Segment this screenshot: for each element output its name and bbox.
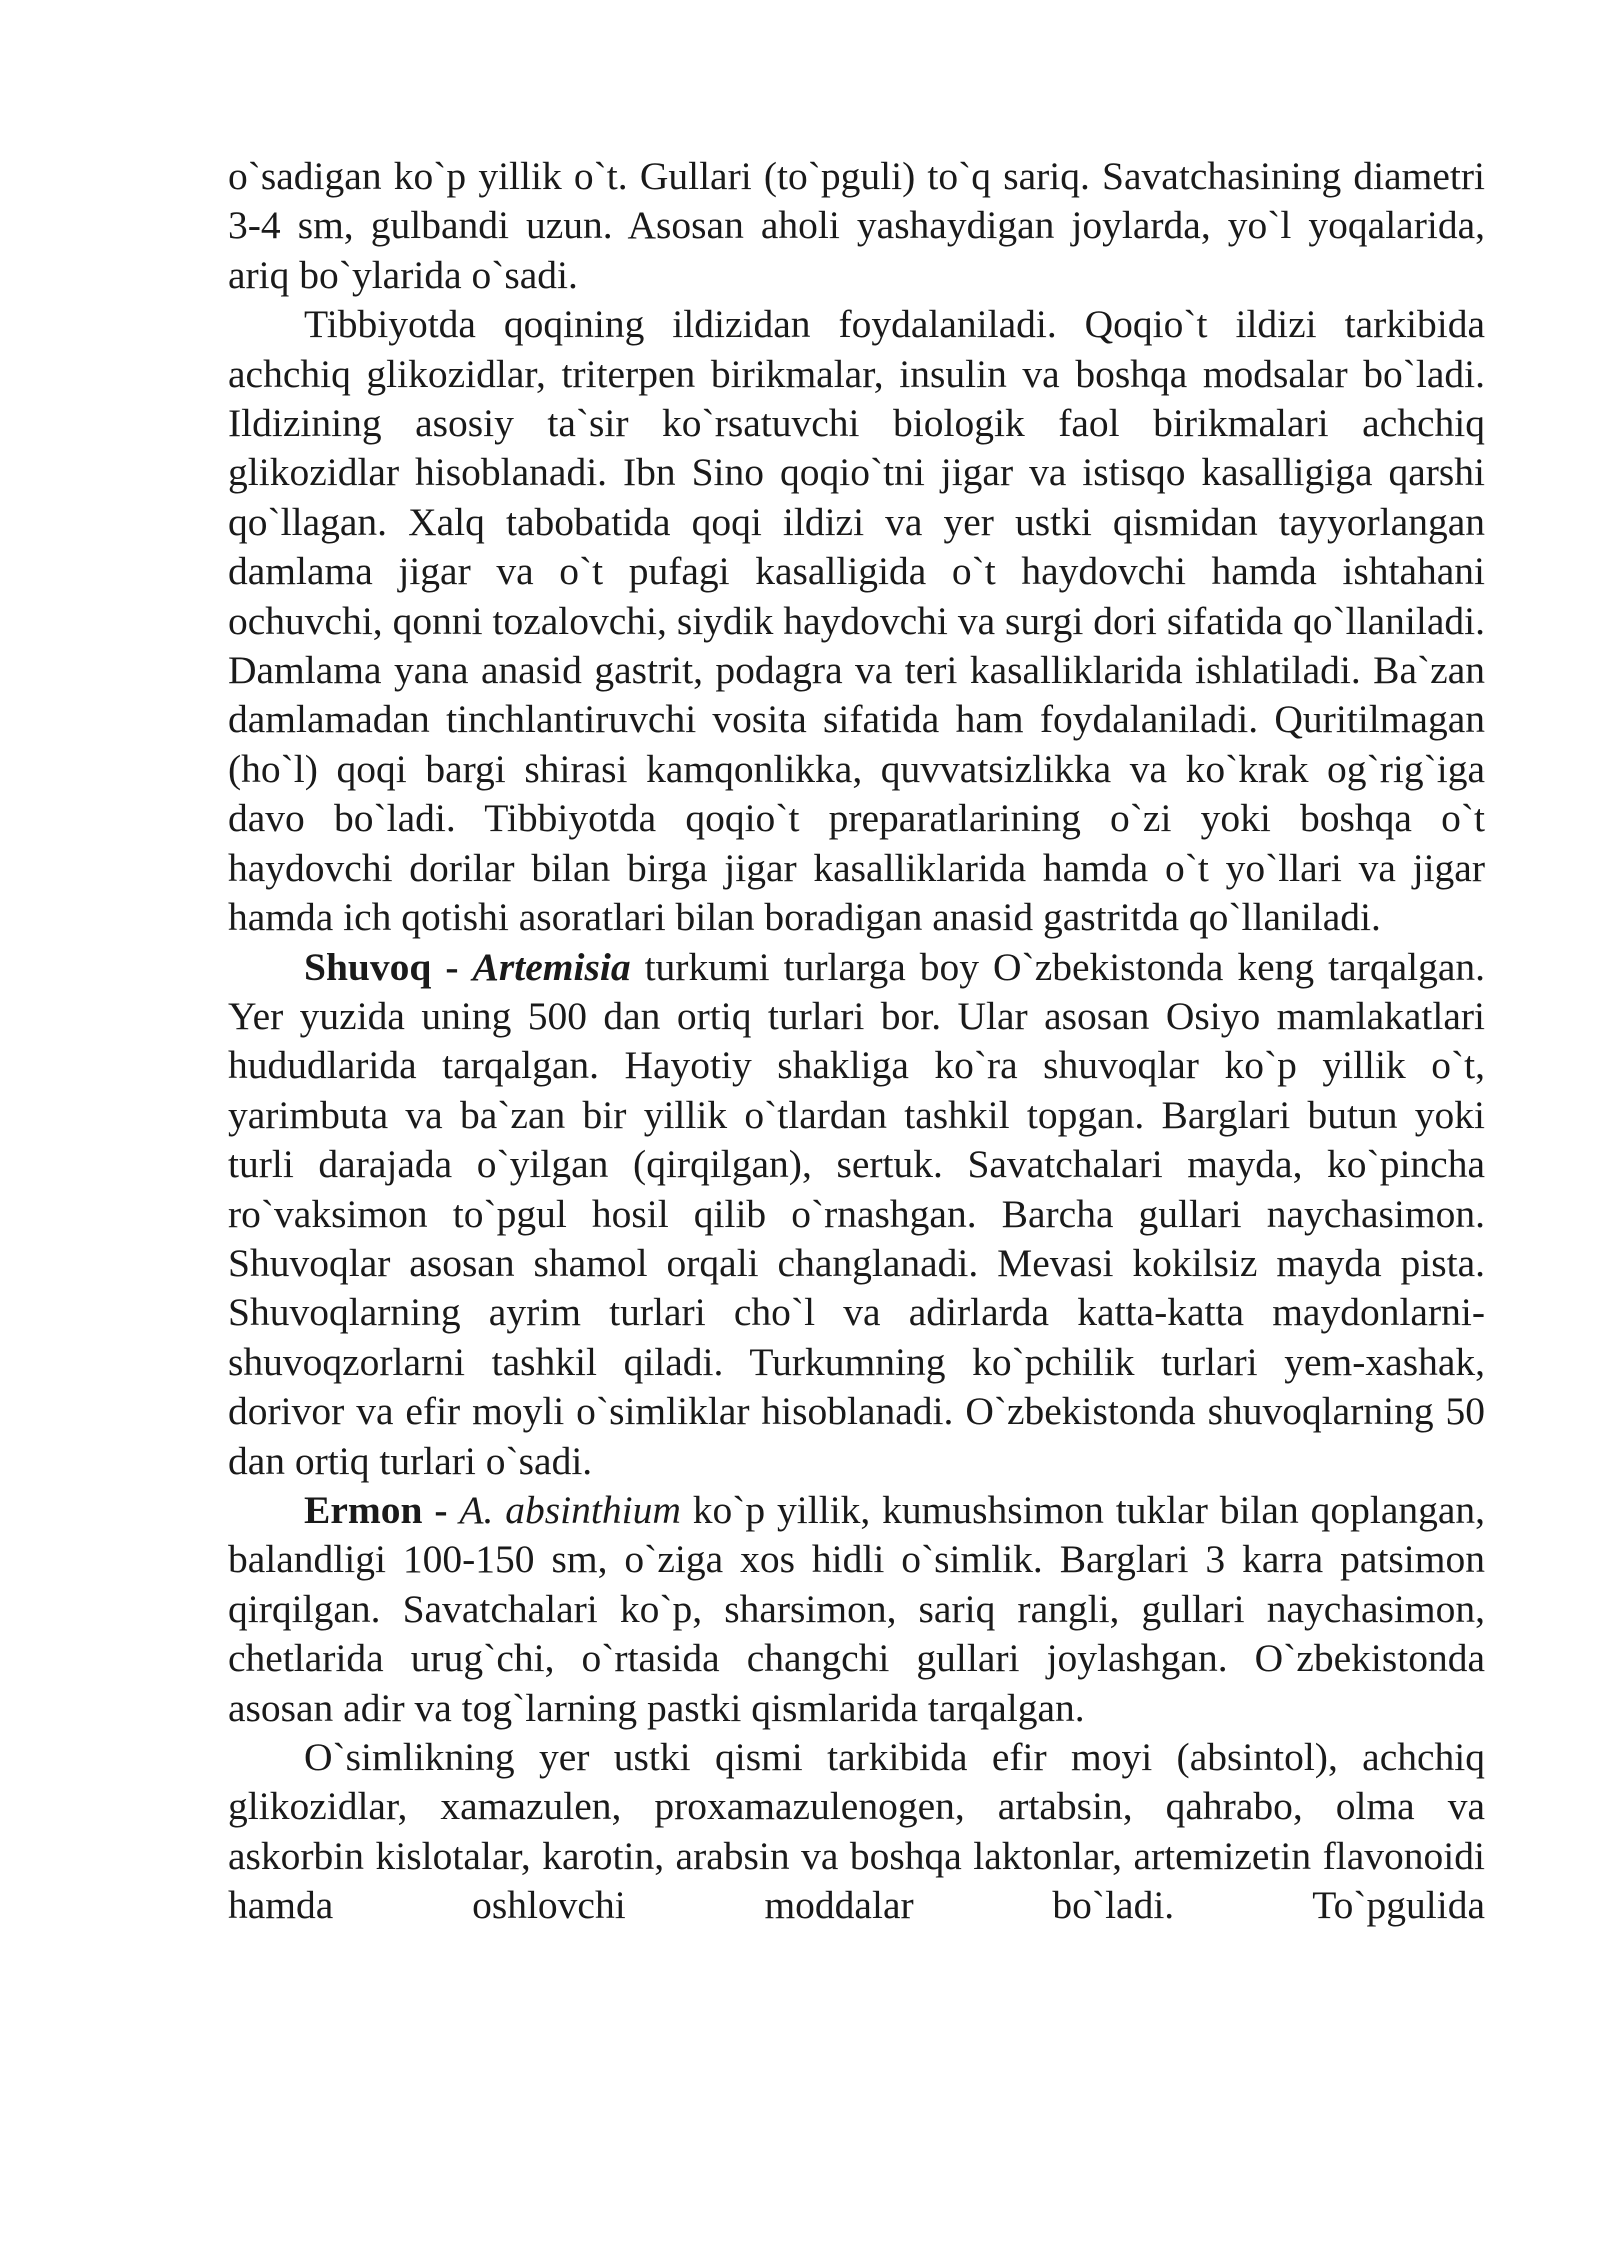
paragraph-ermon-text: ko`p yillik, kumushsimon tuklar bilan qoplangan, balandligi 100-150 sm, o`ziga xos hidli o`simlik. Barglari 3 karra patsimon qirqilgan. Savatchalari ko`p, sharsimon, sariq rangli, gullari naychasimon, chetlarida urug`chi, o`rtasida changchi gullari joylashgan. O`zbekistonda asosan adir va tog`larning pastki qismlarida tarqalgan. (228, 1487, 1486, 1730)
paragraph-ermon (228, 1486, 1485, 1733)
term-shuvoq: Shuvoq (304, 944, 432, 989)
term-dash: - (431, 944, 473, 989)
paragraph-continuation: o`sadigan ko`p yillik o`t. Gullari (to`pguli) to`q sariq. Savatchasining diametri 3-4 sm, gulbandi uzun. Asosan aholi yashaydigan joylarda, yo`l yoqalarida, ariq bo`ylarida o`sadi. (228, 154, 1485, 297)
document-body (228, 152, 1485, 1931)
paragraph-medicinal-use: Tibbiyotda qoqining ildizidan foydalaniladi. Qoqio`t ildizi tarkibida achchiq glikozidlar, triterpen birikmalar, insulin va boshqa modsalar bo`ladi. Ildizining asosiy ta`sir ko`rsatuvchi biologik faol birikmalari achchiq glikozidlar hisoblanadi. Ibn Sino qoqio`tni jigar va istisqo kasalligiga qarshi qo`llagan. Xalq tabobatida qoqi ildizi va yer ustki qismidan tayyorlangan damlama jigar va o`t pufagi kasalligida o`t haydovchi hamda ishtahani ochuvchi, qonni tozalovchi, siydik haydovchi va surgi dori sifatida qo`llaniladi. Damlama yana anasid gastrit, podagra va teri kasalliklarida ishlatiladi. Ba`zan damlamadan tinchlantiruvchi vosita sifatida ham foydalaniladi. Quritilmagan (ho`l) qoqi bargi shirasi kamqonlikka, quvvatsizlikka va ko`krak og`rig`iga davo bo`ladi. Tibbiyotda qoqio`t preparatlarining o`zi yoki boshqa o`t haydovchi dorilar bilan birga jigar kasalliklarida hamda o`t yo`llari va jigar hamda ich qotishi asoratlari bilan boradigan anasid gastritda qo`llaniladi. (228, 302, 1485, 940)
latin-name-artemisia: Artemisia (472, 944, 631, 989)
paragraph-shuvoq (228, 943, 1485, 1486)
term-ermon: Ermon (304, 1487, 423, 1532)
paragraph-shuvoq-text: turkumi turlarga boy O`zbekistonda keng tarqalgan. Yer yuzida uning 500 dan ortiq turlari bor. Ular asosan Osiyo mamlakatlari hududlarida tarqalgan. Hayotiy shakliga ko`ra shuvoqlar ko`p yillik o`t, yarimbuta va ba`zan bir yillik o`tlardan tashkil topgan. Barglari butun yoki turli darajada o`yilgan (qirqilgan), sertuk. Savatchalari mayda, ko`pincha ro`vaksimon to`pgul hosil qilib o`rnashgan. Barcha gullari naychasimon. Shuvoqlar asosan shamol orqali changlanadi. Mevasi kokilsiz mayda pista. Shuvoqlarning ayrim turlari cho`l va adirlarda katta-katta maydonlarni-shuvoqzorlarni tashkil qiladi. Turkumning ko`pchilik turlari yem-xashak, dorivor va efir moyli o`simliklar hisoblanadi. O`zbekistonda shuvoqlarning 50 dan ortiq turlari o`sadi. (228, 944, 1485, 1483)
latin-name-absinthium: A. absinthium (459, 1487, 681, 1532)
term-dash: - (422, 1487, 460, 1532)
paragraph-composition: O`simlikning yer ustki qismi tarkibida efir moyi (absintol), achchiq glikozidlar, xamazulen, proxamazulenogen, artabsin, qahrabo, olma va askorbin kislotalar, karotin, arabsin va boshqa laktonlar, artemizetin flavonoidi hamda oshlovchi moddalar bo`ladi. To`pgulida (228, 1735, 1485, 1928)
